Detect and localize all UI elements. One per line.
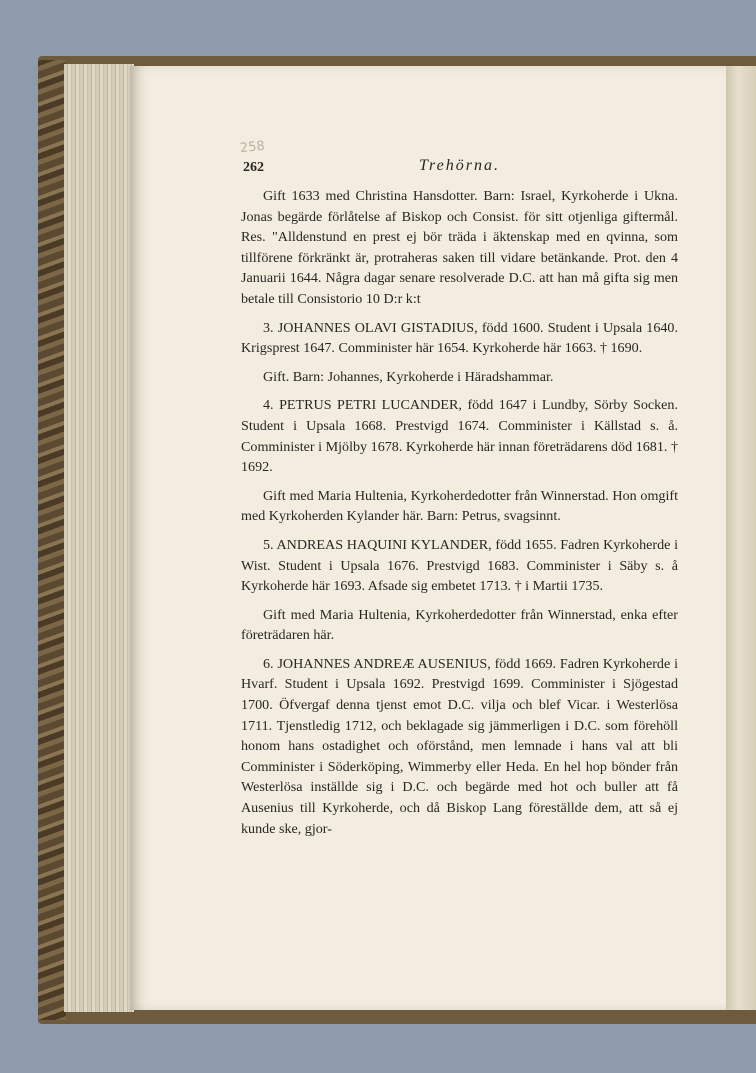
- paragraph: Gift 1633 med Christina Hansdotter. Barn: Israel, Kyrkoherde i Ukna. Jonas begärde förlåtelse af Biskop och Consist. för sitt otjenliga giftermål. Res. "Alldenstund en prest ej bör träda i äktenskap med en qvinna, som tillförene förkränkt är, protraheras saken till vidare betänkande. Prot. den 4 Januarii 1644. Några dagar senare resolverade D.C. att han må gifta sig men betale till Consistorio 10 D:r k:t: [241, 188, 678, 307]
- page-number: 262: [243, 160, 264, 175]
- paragraph: 5. ANDREAS HAQUINI KYLANDER, född 1655. Fadren Kyrkoherde i Wist. Student i Upsala 1676. Prestvigd 1683. Comminister i Säby s. å Kyrkoherde här 1693. Afsade sig embetet 1713. † i Martii 1735.: [241, 536, 678, 595]
- page-text: [241, 150, 678, 847]
- paragraph: Gift med Maria Hultenia, Kyrkoherdedotter från Winnerstad, enka efter företrädaren här.: [241, 606, 678, 644]
- paragraph: 4. PETRUS PETRI LUCANDER, född 1647 i Lundby, Sörby Socken. Student i Upsala 1668. Prestvigd 1674. Comminister i Källstad s. å. Comminister i Mjölby 1678. Kyrkoherde här innan företrädarens död 1681. † 1692.: [241, 397, 678, 476]
- marbled-cover-edge: [38, 60, 66, 1020]
- running-head: Trehörna.: [419, 157, 500, 174]
- pencil-margin-note: 258: [239, 138, 266, 157]
- paragraph: 3. JOHANNES OLAVI GISTADIUS, född 1600. Student i Upsala 1640. Krigsprest 1647. Comminister här 1654. Kyrkoherde här 1663. † 1690.: [241, 319, 678, 357]
- facing-page-edge: [726, 66, 756, 1010]
- page-block-edge: [64, 64, 134, 1012]
- paragraph: 6. JOHANNES ANDREÆ AUSENIUS, född 1669. Fadren Kyrkoherde i Hvarf. Student i Upsala 1692. Prestvigd 1699. Comminister i Sjögestad 1700. Öfvergaf denna tjenst emot D.C. vilja och blef Vicar. i Westerlösa 1711. Tjenstledig 1712, och beklagade sig jämmerligen i D.C. som förehöll honom hans ostadighet och oförstånd, men lemnade i hans val att bli Comminister i Söderköping, Wimmerby eller Heda. En hel hop bönder från Westerlösa inställde sig i D.C. och begärde med hot och buller att få Ausenius till Kyrkoherde, och då Biskop Lang föreställde dem, att så ej kunde ske, gjor-: [241, 655, 678, 837]
- paragraph: Gift med Maria Hultenia, Kyrkoherdedotter från Winnerstad. Hon omgift med Kyrkoherden Kylander här. Barn: Petrus, svagsinnt.: [241, 487, 678, 525]
- page-header: [241, 152, 678, 174]
- paragraph: Gift. Barn: Johannes, Kyrkoherde i Häradshammar.: [263, 368, 554, 385]
